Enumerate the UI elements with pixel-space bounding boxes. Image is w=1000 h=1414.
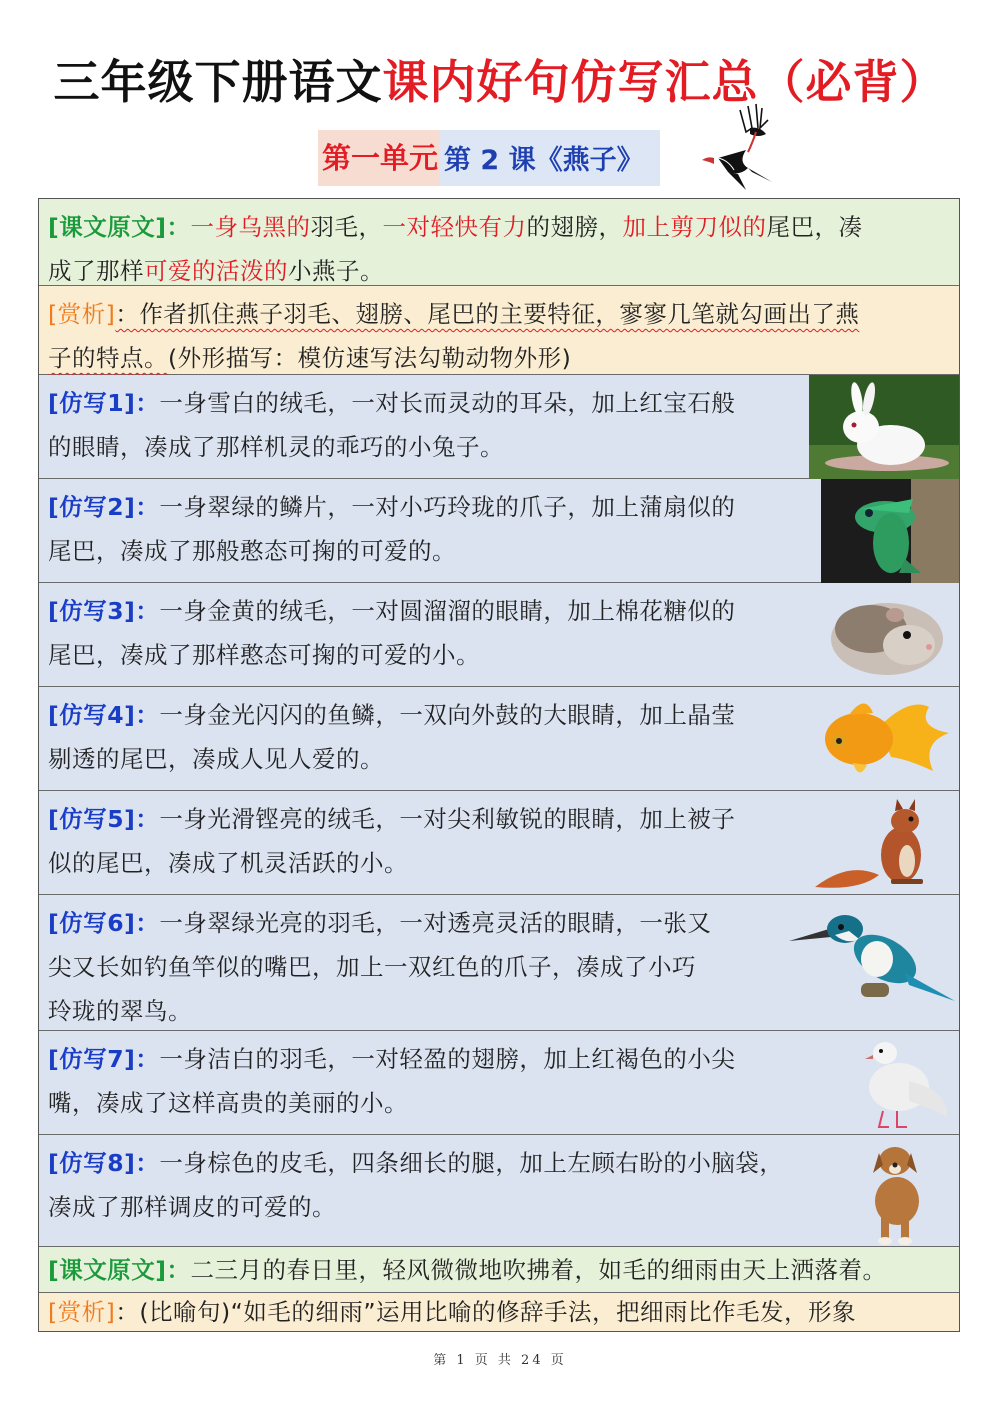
lesson-heading (318, 130, 660, 186)
imitation-line2: 尾巴，凑成了那般憨态可掬的可爱的。 (48, 537, 456, 565)
analysis-text (48, 292, 859, 380)
orig-seg: 成了那样 (48, 257, 144, 285)
original-body: 二三月的春日里，轻风微微地吹拂着，如毛的细雨由天上洒落着。 (190, 1256, 887, 1284)
rabbit-image (809, 375, 959, 479)
analysis-row (39, 286, 959, 375)
imitation-row-2 (39, 479, 959, 583)
imitation-label: [仿写5]： (48, 805, 160, 833)
orig-seg: 可爱的活泼的 (144, 257, 288, 285)
analysis-row-2 (39, 1293, 959, 1332)
imitation-line2: 尾巴，凑成了那样憨态可掬的可爱的小。 (48, 641, 480, 669)
imitation-text (48, 797, 735, 885)
page-footer: 第 1 页 共 24 页 (433, 1353, 567, 1368)
imitation-label: [仿写6]： (48, 909, 160, 937)
analysis-line2-wavy: 子的特点。 (48, 344, 168, 372)
page-title (0, 46, 1000, 112)
sentence-table (38, 198, 960, 1332)
puppy-image (839, 1135, 959, 1247)
imitation-text (48, 381, 735, 469)
imitation-row-3 (39, 583, 959, 687)
imitation-row-8 (39, 1135, 959, 1247)
imitation-line3: 玲珑的翠鸟。 (48, 997, 192, 1025)
imitation-label: [仿写4]： (48, 701, 160, 729)
analysis-label: [赏析] (48, 1298, 116, 1326)
imitation-label: [仿写3]： (48, 597, 160, 625)
imitation-line2: 嘴，凑成了这样高贵的美丽的小。 (48, 1089, 408, 1117)
imitation-line1: 一身棕色的皮毛，四条细长的腿，加上左顾右盼的小脑袋， (159, 1149, 784, 1177)
analysis-label: [赏析] (48, 300, 116, 328)
imitation-line2: 的眼睛，凑成了那样机灵的乖巧的小兔子。 (48, 433, 504, 461)
squirrel-image (809, 791, 959, 895)
dove-image (839, 1031, 959, 1135)
unit-label: 第一单元 (318, 130, 440, 186)
orig-seg: 羽毛， (310, 213, 383, 241)
imitation-line2: 似的尾巴，凑成了机灵活跃的小。 (48, 849, 408, 877)
original-label: [课文原文]： (48, 213, 191, 241)
imitation-text (48, 901, 711, 1033)
orig-seg: 加上剪刀似的 (622, 213, 767, 241)
imitation-row-6 (39, 895, 959, 1031)
imitation-label: [仿写1]： (48, 389, 160, 417)
imitation-text (48, 589, 735, 677)
title-red: 课内好句仿写汇总（必背） (382, 55, 947, 109)
imitation-line1: 一身金黄的绒毛，一对圆溜溜的眼睛，加上棉花糖似的 (159, 597, 736, 625)
imitation-line1: 一身翠绿光亮的羽毛，一对透亮灵活的眼睛，一张又 (159, 909, 712, 937)
lizard-image (821, 479, 959, 583)
imitation-line2: 剔透的尾巴，凑成人见人爱的。 (48, 745, 384, 773)
imitation-label: [仿写8]： (48, 1149, 160, 1177)
imitation-label: [仿写2]： (48, 493, 160, 521)
imitation-line1: 一身光滑铿亮的绒毛，一对尖利敏锐的眼睛，加上被子 (159, 805, 736, 833)
imitation-line2: 尖又长如钓鱼竿似的嘴巴，加上一双红色的爪子，凑成了小巧 (48, 953, 696, 981)
imitation-row-5 (39, 791, 959, 895)
orig-seg: 的翅膀， (526, 213, 623, 241)
original-text (48, 205, 862, 293)
imitation-line2: 凑成了那样调皮的可爱的。 (48, 1193, 336, 1221)
imitation-line1: 一身金光闪闪的鱼鳞，一双向外鼓的大眼睛，加上晶莹 (159, 701, 736, 729)
title-black: 三年级下册语文 (53, 55, 383, 109)
imitation-text (48, 693, 735, 781)
imitation-row-7 (39, 1031, 959, 1135)
orig-seg: 尾巴，凑 (766, 213, 863, 241)
imitation-label: [仿写7]： (48, 1045, 160, 1073)
imitation-row-1 (39, 375, 959, 479)
analysis-body: ：(比喻句)“如毛的细雨”运用比喻的修辞手法，把细雨比作毛发，形象 (115, 1298, 857, 1326)
original-text (48, 1248, 886, 1292)
original-text-row-2 (39, 1247, 959, 1293)
orig-seg: 一对轻快有力 (382, 213, 527, 241)
lesson-label: 第 2 课《燕子》 (440, 130, 660, 186)
goldfish-image (809, 687, 959, 791)
imitation-text (48, 485, 735, 573)
imitation-text (48, 1037, 735, 1125)
imitation-line1: 一身洁白的羽毛，一对轻盈的翅膀，加上红褐色的小尖 (159, 1045, 736, 1073)
analysis-line2-rest: (外形描写：模仿速写法勾勒动物外形) (168, 344, 572, 372)
original-label: [课文原文]： (48, 1256, 191, 1284)
imitation-row-4 (39, 687, 959, 791)
analysis-text (48, 1290, 856, 1332)
kingfisher-image (789, 901, 959, 1011)
orig-seg: 小燕子。 (288, 257, 384, 285)
analysis-line1: ：作者抓住燕子羽毛、翅膀、尾巴的主要特征，寥寥几笔就勾画出了燕 (115, 300, 860, 328)
hamster-image (819, 583, 959, 687)
imitation-text (48, 1141, 783, 1229)
swallow-illustration (688, 98, 788, 198)
original-text-row (39, 199, 959, 286)
imitation-line1: 一身雪白的绒毛，一对长而灵动的耳朵，加上红宝石般 (159, 389, 736, 417)
orig-seg: 一身乌黑的 (190, 213, 311, 241)
imitation-line1: 一身翠绿的鳞片，一对小巧玲珑的爪子，加上蒲扇似的 (159, 493, 736, 521)
